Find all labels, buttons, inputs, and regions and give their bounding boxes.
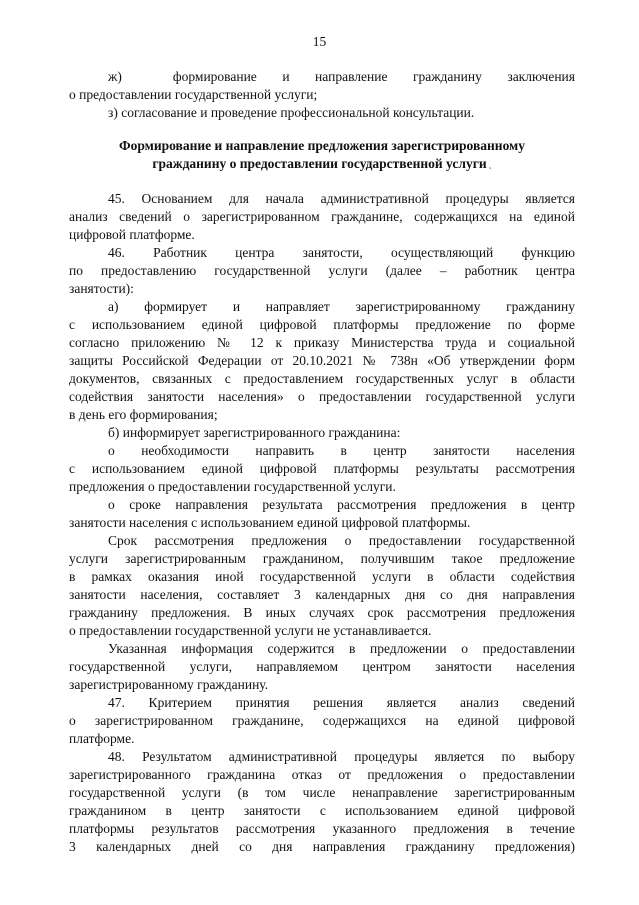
page-number: 15 bbox=[312, 34, 327, 49]
section-heading-line-1: Формирование и направление предложения зарегистрированному bbox=[118, 138, 526, 153]
list-item-a: а) формирует и направляет зарегистрированному гражданину bbox=[108, 299, 575, 314]
text-line: о зарегистрированном гражданине, содержащихся на единой цифровой bbox=[69, 713, 575, 728]
list-item-zh: ж) формирование и направление гражданину заключения bbox=[108, 69, 575, 84]
paragraph-47-line: 47. Критерием принятия решения является анализ сведений bbox=[108, 695, 575, 710]
text-line: в день его формирования; bbox=[69, 407, 218, 422]
text-line: содействия занятости населения» о предоставлении государственной услуги bbox=[69, 389, 575, 404]
text-line: о сроке направления результата рассмотрения предложения в центр bbox=[108, 497, 575, 512]
text-line: услуги зарегистрированным гражданином, получившим такое предложение bbox=[69, 551, 575, 566]
section-heading-line-2 bbox=[69, 155, 575, 173]
paragraph-46-line: 46. Работник центра занятости, осуществляющий функцию bbox=[108, 245, 575, 260]
list-item-z: з) согласование и проведение профессиональной консультации. bbox=[108, 105, 475, 120]
text-line: зарегистрированному гражданину. bbox=[69, 677, 269, 692]
text-line: платформы результатов рассмотрения указанного предложения в течение bbox=[69, 821, 575, 836]
text-line: 3 календарных дней со дня направления гражданину предложения) bbox=[69, 839, 575, 854]
section-heading-text: гражданину о предоставлении государственной услуги bbox=[152, 156, 487, 171]
paragraph-48-line: 48. Результатом административной процедуры является по выбору bbox=[108, 749, 575, 764]
text-line: с использованием единой цифровой платформы результаты рассмотрения bbox=[69, 461, 575, 476]
text-line: по предоставлению государственной услуги (далее – работник центра bbox=[69, 263, 575, 278]
text-line: анализ сведений о зарегистрированном гражданине, содержащихся на единой bbox=[69, 209, 575, 224]
paragraph-45-line: 45. Основанием для начала административной процедуры является bbox=[108, 191, 575, 206]
text-line: платформе. bbox=[69, 731, 135, 746]
text-line: занятости населения с использованием единой цифровой платформы. bbox=[69, 515, 471, 530]
text-line: о предоставлении государственной услуги; bbox=[69, 87, 318, 102]
text-line: гражданину предложения. В иных случаях срок рассмотрения предложения bbox=[69, 605, 575, 620]
text-line: государственной услуги, направляемом центром занятости населения bbox=[69, 659, 575, 674]
text-line: занятости населения, составляет 3 календарных дня со дня направления bbox=[69, 587, 575, 602]
text-line: Срок рассмотрения предложения о предоставлении государственной bbox=[108, 533, 575, 548]
text-line: цифровой платформе. bbox=[69, 227, 195, 242]
text-line: зарегистрированного гражданина отказ от предложения о предоставлении bbox=[69, 767, 575, 782]
pen-mark: ˎ bbox=[488, 159, 492, 169]
text-line: государственной услуги (в том числе ненаправление зарегистрированным bbox=[69, 785, 575, 800]
text-line: Указанная информация содержится в предложении о предоставлении bbox=[108, 641, 575, 656]
text-line: занятости): bbox=[69, 281, 134, 296]
text-line: защиты Российской Федерации от 20.10.2021 № 738н «Об утверждении форм bbox=[69, 353, 575, 368]
text-line: согласно приложению № 12 к приказу Министерства труда и социальной bbox=[69, 335, 575, 350]
text-line: с использованием единой цифровой платформы предложение по форме bbox=[69, 317, 575, 332]
list-item-b: б) информирует зарегистрированного гражданина: bbox=[108, 425, 401, 440]
text-line: о предоставлении государственной услуги не устанавливается. bbox=[69, 623, 432, 638]
text-line: в рамках оказания иной государственной услуги в области содействия bbox=[69, 569, 575, 584]
text-line: гражданином в центр занятости с использованием единой цифровой bbox=[69, 803, 575, 818]
text-line: предложения о предоставлении государственной услуги. bbox=[69, 479, 396, 494]
text-line: о необходимости направить в центр занятости населения bbox=[108, 443, 575, 458]
text-line: документов, связанных с предоставлением государственных услуг в области bbox=[69, 371, 575, 386]
